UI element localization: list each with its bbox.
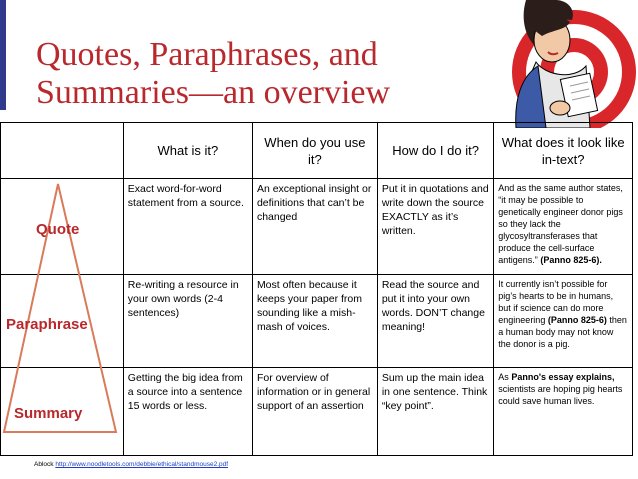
header-what: What is it? [123, 123, 252, 179]
summary-example-bold: Panno's essay explains, [511, 372, 615, 382]
paraphrase-example-text-b: then a human body may not know the donor is a pig. [498, 315, 627, 349]
paraphrase-when: Most often because it keeps your paper from sounding like a mish-mash of voices. [252, 275, 377, 368]
header-row [1, 123, 633, 179]
woman-taking-notes-illustration [486, 0, 638, 128]
quote-when: An exceptional insight or definitions that can’t be changed [252, 179, 377, 275]
paraphrase-how: Read the source and put it into your own words. DON’T change meaning! [377, 275, 493, 368]
quote-how: Put it in quotations and write down the source EXACTLY as it’s written. [377, 179, 493, 275]
summary-how: Sum up the main idea in one sentence. Think “key point”. [377, 368, 493, 456]
source-citation [34, 461, 228, 468]
title-line-2: Summaries—an overview [36, 74, 391, 111]
header-how: How do I do it? [377, 123, 493, 179]
source-prefix: Ablock [34, 461, 54, 468]
summary-example-text: scientists are hoping pig hearts could save human lives. [498, 384, 623, 406]
table-row-quote [1, 179, 633, 275]
quote-example-citation: (Panno 825-6). [540, 255, 602, 265]
row-label-paraphrase: Paraphrase [6, 316, 88, 333]
summary-when: For overview of information or in general support of an assertion [252, 368, 377, 456]
summary-example-pre: As [498, 372, 509, 382]
header-example: What does it look like in-text? [494, 123, 633, 179]
quote-example-text: And as the same author states, “it may be possible to genetically engineer donor pigs so they lack the glycosyltransferases that produce the cell-surface antigens.” [498, 183, 623, 265]
header-when: When do you use it? [252, 123, 377, 179]
source-link[interactable]: http://www.noodletools.com/debbie/ethical/standmouse2.pdf [55, 461, 229, 468]
title-line-1: Quotes, Paraphrases, and [36, 36, 378, 73]
slide-title [36, 36, 496, 112]
summary-example [494, 368, 633, 456]
paraphrase-example [494, 275, 633, 368]
row-label-summary: Summary [14, 405, 83, 422]
left-accent-bar [0, 0, 6, 110]
summary-what: Getting the big idea from a source into a sentence 15 words or less. [123, 368, 252, 456]
comparison-table [0, 122, 633, 456]
paraphrase-what: Re-writing a resource in your own words (2-4 sentences) [123, 275, 252, 368]
paraphrase-example-text-a: It currently isn’t possible for pig’s hearts to be in humans, but if science can do more engineering [498, 279, 614, 325]
quote-example [494, 179, 633, 275]
quote-what: Exact word-for-word statement from a source. [123, 179, 252, 275]
header-empty [1, 123, 124, 179]
paraphrase-example-citation: (Panno 825-6) [547, 315, 607, 325]
row-label-quote: Quote [36, 221, 80, 238]
table-row-summary [1, 368, 633, 456]
table-row-paraphrase [1, 275, 633, 368]
